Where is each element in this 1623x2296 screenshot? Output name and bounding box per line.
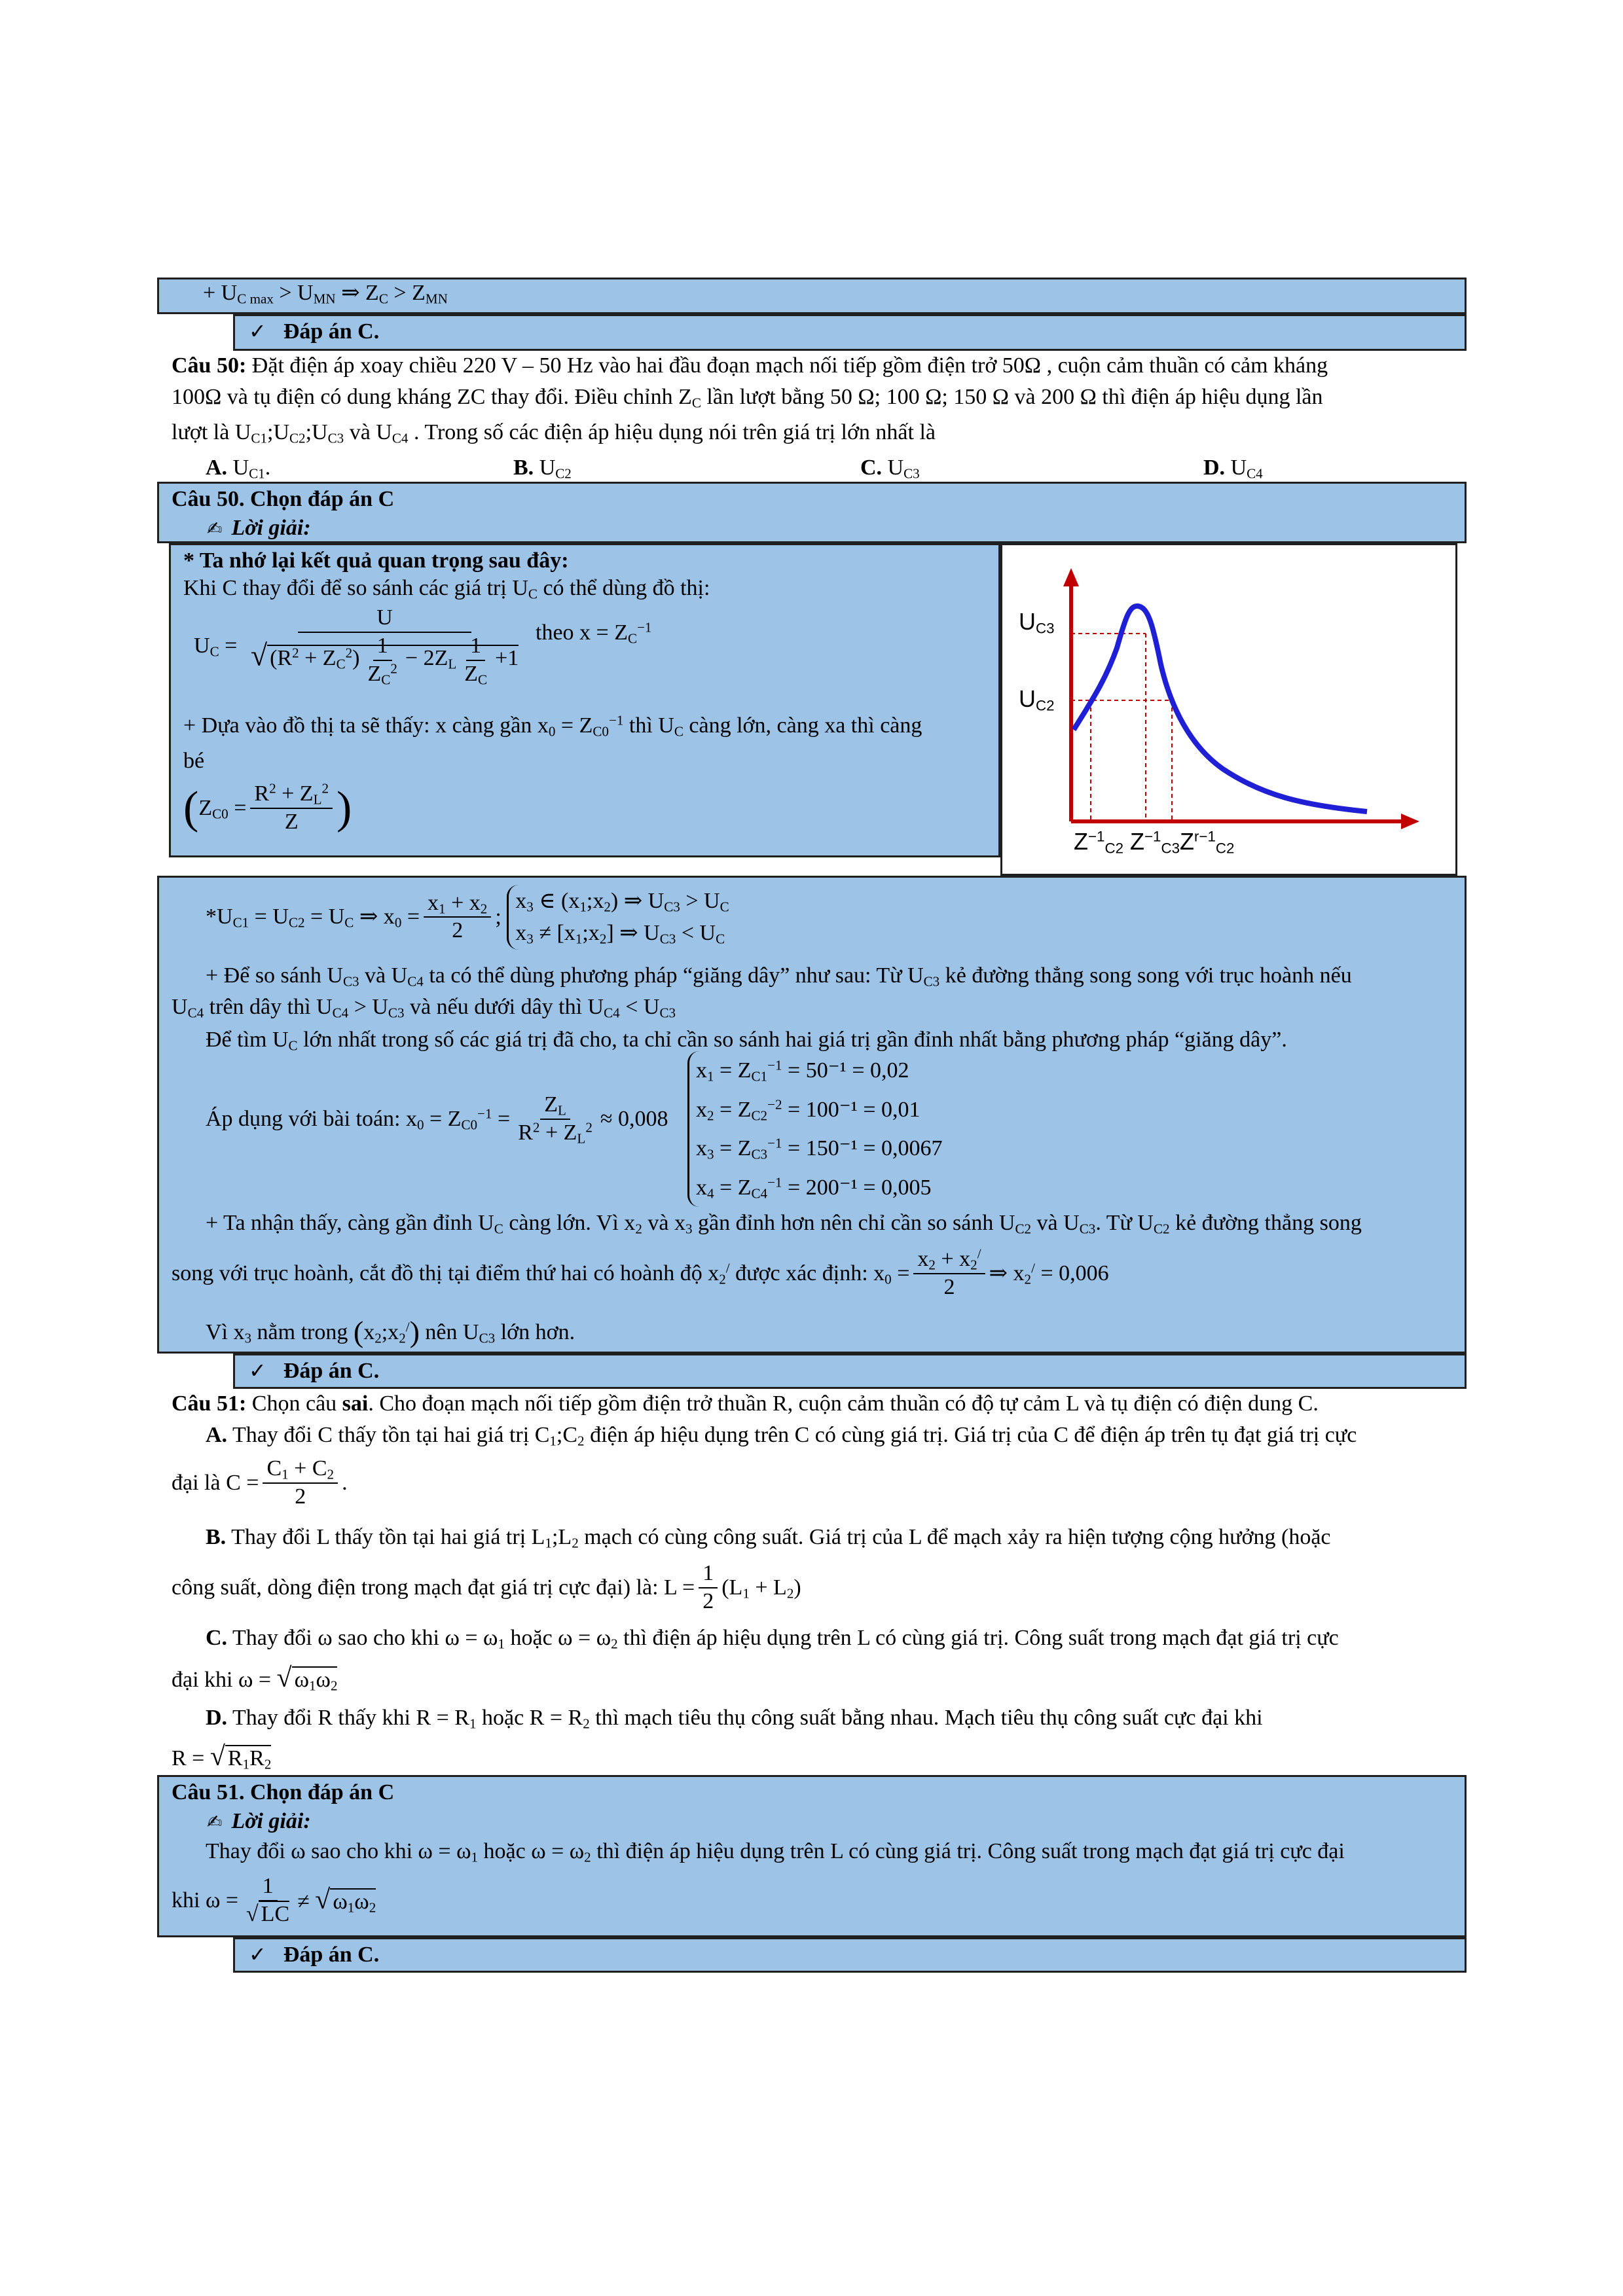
note-line: Khi C thay đổi để so sánh các giá trị $U_C$ có thể dùng đồ thị: <box>183 576 710 602</box>
q51-a-line1[interactable]: A. Thay đổi C thấy tồn tại hai giá trị $C_1;C_2$ điện áp hiệu dụng trên C có cùng giá trị. Giá trị của C để điện áp trên tụ đạt giá trị cực <box>206 1423 1357 1449</box>
sol50-answer: ✓ Đáp án C. <box>249 1358 380 1383</box>
q51-d-line2[interactable]: R = √ $R_1R_2$ <box>172 1742 272 1772</box>
uc-curve <box>1074 606 1367 812</box>
check-icon: ✓ <box>249 319 266 344</box>
q51-c-line1[interactable]: C. Thay đổi ω sao cho khi $\omega = \omega_1$ hoặc $\omega = \omega_2$ thì điện áp hiệu dụng trên L có cùng giá trị. Công suất trong mạch đạt giá trị cực <box>206 1626 1339 1652</box>
y-axis-arrow <box>1063 568 1079 586</box>
theo-x: theo $x = Z_C^{-1}$ <box>536 619 652 647</box>
q51-b-line2[interactable]: công suất, dòng điện trong mạch đạt giá trị cực đại) là: L = $\frac{1}{2}$ $(L_1 + L_2)$ <box>172 1561 801 1613</box>
q50-option-a[interactable]: A. $U_{C1}$. <box>206 456 271 482</box>
graph-label-uc2: $U_{C2}$ <box>1019 685 1055 714</box>
q50-option-d[interactable]: D. $U_{C4}$ <box>1203 456 1263 482</box>
q50-option-b[interactable]: B. $U_{C2}$ <box>513 456 572 482</box>
sol50-loigiai: ✍ Lời giải: <box>207 516 311 540</box>
uc-formula: $U_C$ = U √ $(R^2 + Z_C^2)$ $\frac{1}{Z_C^2}$ − $2Z_L$ $\frac{1}{Z_C}$ +1 <box>194 605 519 687</box>
sol51-line2: khi ω = $\frac{1}{√ LC}$ ≠ √ $\omega_1\omega_2$ <box>172 1874 376 1926</box>
q51-d-line1[interactable]: D. Thay đổi R thấy khi $R = R_1$ hoặc $R = R_2$ thì mạch tiêu thụ công suất bằng nhau. Mạch tiêu thụ công suất cực đại khi <box>206 1706 1263 1732</box>
sol50-title: Câu 50. Chọn đáp án C <box>172 487 395 511</box>
sol51-answer: ✓ Đáp án C. <box>249 1942 380 1967</box>
uc-equal-line: $*U_{C1} = U_{C2} = U_C$ ⇒ $x_0$ = $\frac{x_1 + x_2}{2}$ ; $x_3$ ∈ $(x_1;x_2)$ ⇒ $U_{C3} > U_C$ $x_3$ ≠ $[x_1;x_2]$ ⇒ $U_{C3} < U_C$ <box>206 885 729 950</box>
compare-line2: $U_{C4}$ trên dây thì $U_{C4} > U_{C3}$ và nếu dưới dây thì $U_{C4} < U_{C3}$ <box>172 995 676 1021</box>
pencil-icon: ✍ <box>207 1811 223 1833</box>
q51-c-line2[interactable]: đại khi ω = √ $\omega_1\omega_2$ <box>172 1663 338 1694</box>
zc0-formula: ($Z_{C0}$ = $\frac{R^2 + Z_L^2}{Z}$ ) <box>183 780 352 834</box>
check-icon: ✓ <box>249 1942 266 1967</box>
x-axis-arrow <box>1401 814 1419 829</box>
graph-xlabels: $Z^{-1}_{C2}$ $Z^{-1}_{C3}Z^{r-1}_{C2}$ <box>1074 828 1235 857</box>
sol50-answer-box <box>233 1354 1467 1389</box>
top-answer-box <box>233 314 1467 351</box>
q50-option-c[interactable]: C. $U_{C3}$ <box>860 456 920 482</box>
compare-line1: + Để so sánh $U_{C3}$ và $U_{C4}$ ta có thể dùng phương pháp “giăng dây” như sau: Từ $U_{C3}$ kẻ đường thẳng song song với trục hoành nếu <box>206 963 1352 990</box>
check-icon: ✓ <box>249 1358 266 1383</box>
apply-line: Áp dụng với bài toán: $x_0 = Z_{C0}^{-1}$ = $\frac{Z_L}{R^2 + Z_L^2}$ ≈ 0,008 <box>206 1092 668 1147</box>
find-line: Để tìm $U_C$ lớn nhất trong số các giá trị đã cho, ta chỉ cần so sánh hai giá trị gần đỉnh nhất bằng phương pháp “giăng dây”. <box>206 1028 1287 1054</box>
note-title: * Ta nhớ lại kết quả quan trọng sau đây: <box>183 548 569 573</box>
q50-line1: Câu 50: Đặt điện áp xoay chiều 220 V – 50 Hz vào hai đầu đoạn mạch nối tiếp gồm điện trở 50Ω , cuộn cảm thuần có cảm kháng <box>172 353 1328 378</box>
q51-a-line2[interactable]: đại là C = $\frac{C_1 + C_2}{2}$ . <box>172 1456 348 1509</box>
q51-line: Câu 51: Chọn câu sai. Cho đoạn mạch nối tiếp gồm điện trở thuần R, cuộn cảm thuần có độ tự cảm L và tụ điện có điện dung C. <box>172 1391 1319 1416</box>
observe-line2: song với trục hoành, cắt đồ thị tại điểm thứ hai có hoành độ $x_2^/$ được xác định: $x_0$ = $\frac{x_2 + x_2^/}{2}$ ⇒ $x_2^/ = 0,006$ <box>172 1246 1109 1299</box>
q51-b-line1[interactable]: B. Thay đổi L thấy tồn tại hai giá trị $L_1;L_2$ mạch có cùng công suất. Giá trị của L để mạch xảy ra hiện tượng cộng hưởng (hoặc <box>206 1525 1331 1551</box>
observe-line1: + Ta nhận thấy, càng gần đỉnh $U_C$ càng lớn. Vì $x_2$ và $x_3$ gần đỉnh hơn nên chỉ cần so sánh $U_{C2}$ và $U_{C3}$. Từ $U_{C2}$ kẻ đường thẳng song <box>206 1211 1362 1237</box>
q50-line2: 100Ω và tụ điện có dung kháng ZC thay đổi. Điều chỉnh $Z_C$ lần lượt bằng 50 Ω; 100 Ω; 150 Ω và 200 Ω thì điện áp hiệu dụng lần <box>172 385 1323 411</box>
top-answer: ✓ Đáp án C. <box>249 319 380 344</box>
pencil-icon: ✍ <box>207 518 223 539</box>
because-line: Vì $x_3$ nằm trong $(x_2;x_2^/)$ nên $U_{C3}$ lớn hơn. <box>206 1315 575 1348</box>
graph-label-uc3: $U_{C3}$ <box>1019 608 1055 637</box>
dua-vao-line: + Dựa vào đồ thị ta sẽ thấy: x càng gần $x_0 = Z_{C0}^{-1}$ thì $U_C$ càng lớn, càng xa thì càng <box>183 712 922 740</box>
top-formula: + $U_{C max} > U_{MN}$ ⇒ $Z_C > Z_{MN}$ <box>203 281 448 307</box>
x-values: $x_1 = Z_{C1}^{-1} = 50^{-1} = 0,02$ $x_2 = Z_{C2}^{-2} = 100^{-1} = 0,01$ $x_3 = Z_{C3}^{-1} = 150^{-1} = 0,0067$ $x_4 = Z_{C4}^{-1} = 200^{-1} = 0,005$ <box>687 1051 943 1207</box>
be-line: bé <box>183 749 205 773</box>
sol51-line1: Thay đổi ω sao cho khi $\omega = \omega_1$ hoặc $\omega = \omega_2$ thì điện áp hiệu dụng trên L có cùng giá trị. Công suất trong mạch đạt giá trị cực đại <box>206 1839 1345 1865</box>
sol51-title: Câu 51. Chọn đáp án C <box>172 1780 395 1804</box>
sol51-loigiai: ✍ Lời giải: <box>207 1809 311 1833</box>
q50-line3: lượt là $U_{C1};U_{C2};U_{C3}$ và $U_{C4}$ . Trong số các điện áp hiệu dụng nói trên giá trị lớn nhất là <box>172 420 936 446</box>
sol51-answer-box <box>233 1937 1467 1973</box>
